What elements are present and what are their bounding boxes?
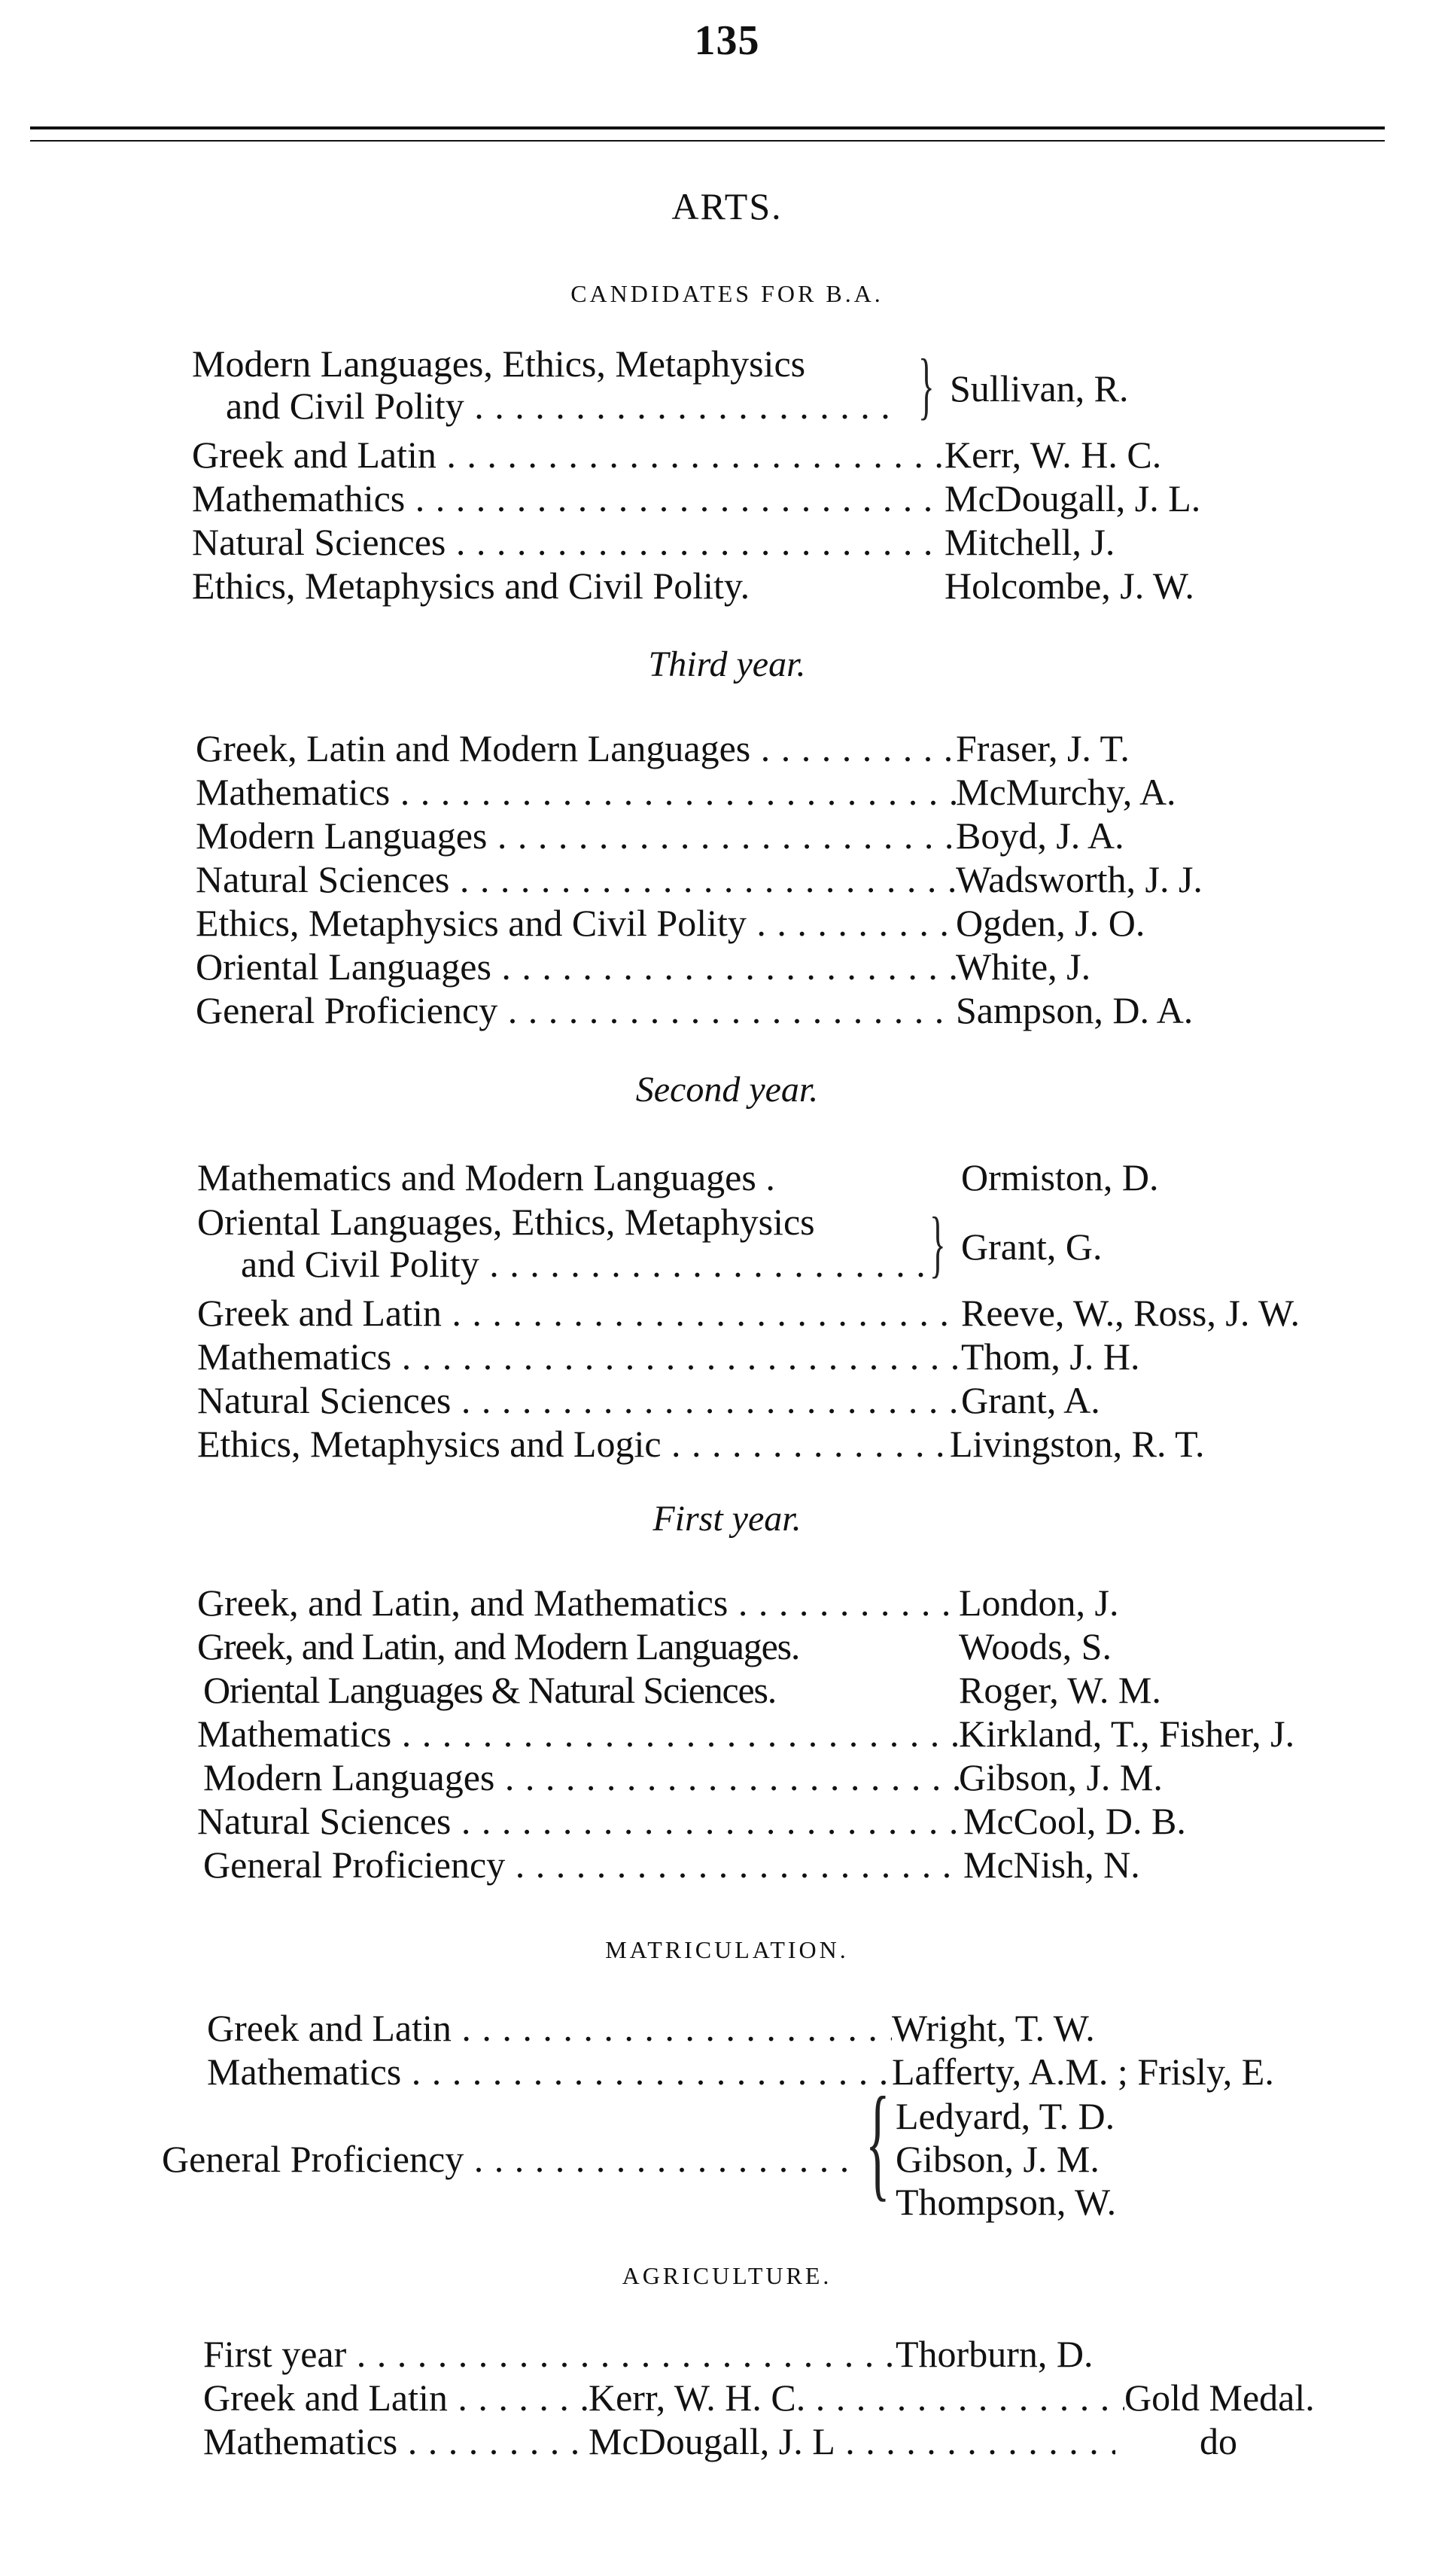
list-item: Greek and Latin . . . Kerr, W. H. C. bbox=[192, 433, 1161, 477]
list-item: Greek and Latin . . . Reeve, W., Ross, J. W. bbox=[197, 1291, 1300, 1335]
list-item: Mathematics and Modern Languages . Ormiston, D. bbox=[197, 1156, 1159, 1198]
agriculture-heading: AGRICULTURE. bbox=[622, 2262, 832, 2289]
list-item: Greek and Latin . . . Kerr, W. H. C. . . . Gold Medal. bbox=[203, 2376, 1315, 2419]
matric-general-name: Ledyard, T. D. bbox=[896, 2095, 1115, 2137]
list-item: Modern Languages . . . Gibson, J. M. bbox=[203, 1755, 1163, 1799]
brace: } bbox=[918, 343, 935, 427]
matriculation-heading: MATRICULATION. bbox=[605, 1936, 849, 1963]
header-rule-thin bbox=[30, 140, 1385, 142]
second-year-name: Grant, G. bbox=[961, 1226, 1103, 1268]
list-item: General Proficiency . . . Sampson, D. A. bbox=[196, 988, 1193, 1032]
list-item: Oriental Languages & Natural Sciences. Roger, W. M. bbox=[203, 1669, 1161, 1711]
list-item: Mathemathics . . . McDougall, J. L. bbox=[192, 477, 1200, 520]
brace: { bbox=[865, 2071, 890, 2212]
list-item: Natural Sciences . . . Wadsworth, J. J. bbox=[196, 857, 1203, 901]
list-item: Greek, and Latin, and Mathematics . . . London, J. bbox=[197, 1581, 1119, 1624]
list-item: Mathematics . . . Kirkland, T., Fisher, J. bbox=[197, 1712, 1294, 1755]
list-item: General Proficiency . . . McNish, N. bbox=[203, 1843, 1140, 1886]
second-year-subject-line1: Oriental Languages, Ethics, Metaphysics bbox=[197, 1201, 815, 1243]
candidate-subject-line1: Modern Languages, Ethics, Metaphysics bbox=[192, 343, 806, 385]
list-item: Ethics, Metaphysics and Civil Polity . . . Ogden, J. O. bbox=[196, 901, 1145, 945]
brace: } bbox=[929, 1201, 946, 1285]
list-item: Greek, and Latin, and Modern Languages. Woods, S. bbox=[197, 1625, 1112, 1667]
third-year-heading: Third year. bbox=[648, 644, 806, 684]
list-item: Natural Sciences . . . McCool, D. B. bbox=[197, 1799, 1186, 1843]
list-item: Mathematics . . . Lafferty, A.M. ; Frisly, E. bbox=[207, 2050, 1274, 2093]
matric-general-name: Thompson, W. bbox=[896, 2181, 1117, 2223]
list-item: Mathematics . . . McMurchy, A. bbox=[196, 770, 1176, 814]
list-item: Ethics, Metaphysics and Logic . . . Livingston, R. T. bbox=[197, 1422, 1204, 1466]
list-item: Mathematics . . . McDougall, J. L . . . do bbox=[203, 2419, 1237, 2463]
list-item: Natural Sciences . . . Mitchell, J. bbox=[192, 520, 1115, 564]
list-item: Oriental Languages . . . White, J. bbox=[196, 945, 1090, 988]
list-item: Greek and Latin . . . Wright, T. W. bbox=[207, 2006, 1095, 2050]
list-item: Ethics, Metaphysics and Civil Polity. Holcombe, J. W. bbox=[192, 565, 1194, 607]
candidate-name: Sullivan, R. bbox=[950, 367, 1129, 410]
list-item: Natural Sciences . . . Grant, A. bbox=[197, 1378, 1100, 1422]
candidate-subject-line2: and Civil Polity . . . bbox=[226, 385, 899, 427]
arts-heading: ARTS. bbox=[671, 185, 783, 227]
page-number: 135 bbox=[694, 17, 760, 64]
second-year-subject-line2: and Civil Polity . . . bbox=[241, 1243, 926, 1285]
second-year-heading: Second year. bbox=[635, 1070, 819, 1110]
matric-general-name: Gibson, J. M. bbox=[896, 2138, 1100, 2180]
first-year-heading: First year. bbox=[652, 1499, 802, 1539]
list-item: First year . . . Thorburn, D. bbox=[203, 2332, 1093, 2376]
list-item: Greek, Latin and Modern Languages . . . Fraser, J. T. bbox=[196, 726, 1130, 770]
matric-general-subject: General Proficiency . . . bbox=[162, 2138, 850, 2180]
candidates-heading: CANDIDATES FOR B.A. bbox=[570, 280, 884, 307]
header-rule bbox=[30, 126, 1385, 129]
list-item: Modern Languages . . . Boyd, J. A. bbox=[196, 814, 1124, 857]
list-item: Mathematics . . . Thom, J. H. bbox=[197, 1335, 1140, 1378]
